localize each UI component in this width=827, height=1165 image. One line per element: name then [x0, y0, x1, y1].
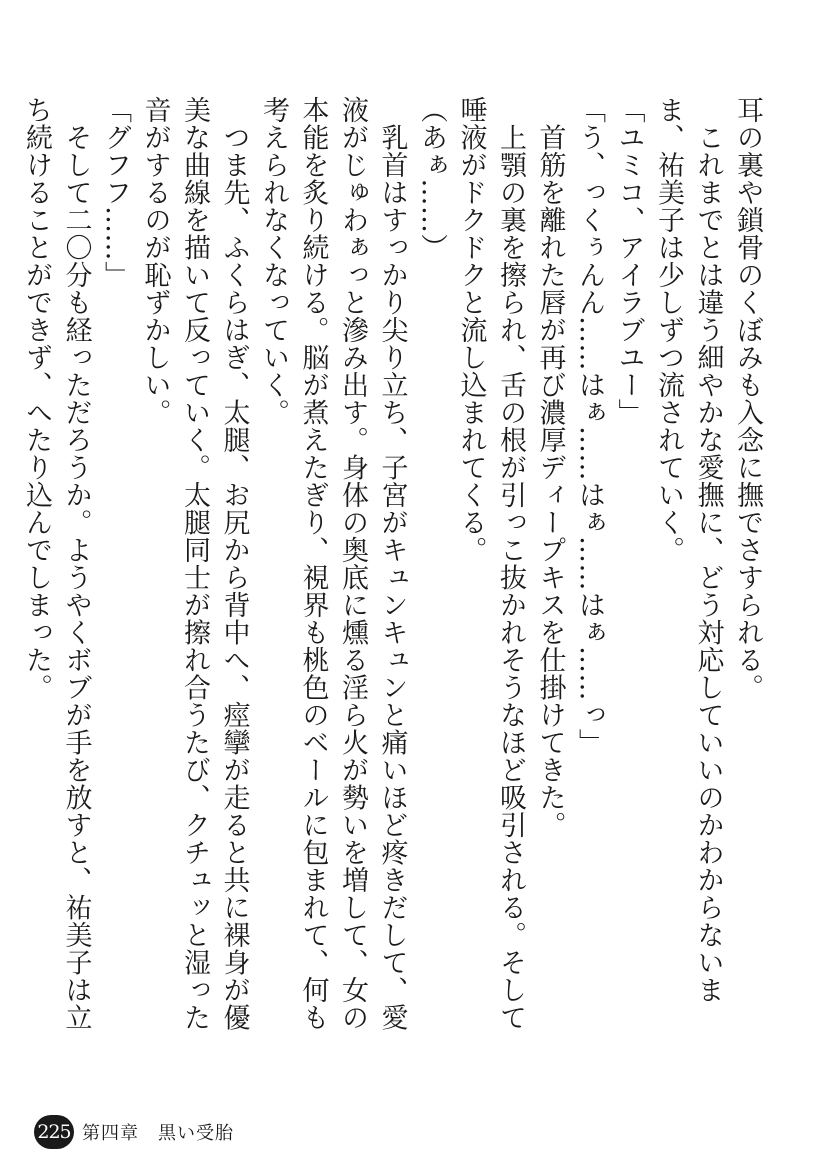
paragraph: 耳の裏や鎖骨のくぼみも入念に撫でさすられる。: [732, 96, 763, 701]
chapter-title: 第四章 黒い受胎: [82, 1123, 234, 1144]
page-number-badge: 225: [34, 1115, 74, 1149]
inner-thought-line: （あぁ……）: [416, 96, 447, 261]
dialogue-line: 「う、っくぅんん……はぁ……はぁ……はぁ……っ」: [574, 96, 605, 756]
paragraph: これまでとは違う細やかな愛撫に、どう対応していいのかわからないまま、祐美子は少しずつ流されていく。: [653, 96, 724, 1004]
vertical-text-body: [21, 96, 767, 1036]
paragraph: 首筋を離れた唇が再び濃厚ディープキスを仕掛けてきた。: [534, 96, 566, 839]
paragraph: つま先、ふくらはぎ、太腿、お尻から背中へ、痙攣が走ると共に裸身が優美な曲線を描いて反っていく。太腿同士が擦れ合うたび、クチュッと湿った音がするのが恥ずかしい。: [139, 96, 250, 1031]
dialogue-line: 「ユミコ、アイラブユー」: [613, 96, 645, 426]
paragraph: そして二〇分も経っただろうか。ようやくボブが手を放すと、祐美子は立ち続けることができず、へたり込んでしまった。: [21, 96, 92, 1031]
paragraph: 上顎の裏を擦られ、舌の根が引っこ抜かれそうなほど吸引される。そして唾液がドクドクと流し込まれてくる。: [455, 96, 526, 1031]
dialogue-line: 「グフフ……」: [100, 96, 131, 289]
paragraph: 乳首はすっかり尖り立ち、子宮がキュンキュンと痛いほど疼きだして、愛液がじゅわぁっと滲み出す。身体の奥底に燻る淫ら火が勢いを増して、女の本能を炙り続ける。脳が煮えたぎり、視界も桃色のベールに包まれて、何も考えられなくなっていく。: [258, 96, 408, 1031]
page-footer: [34, 1112, 234, 1152]
